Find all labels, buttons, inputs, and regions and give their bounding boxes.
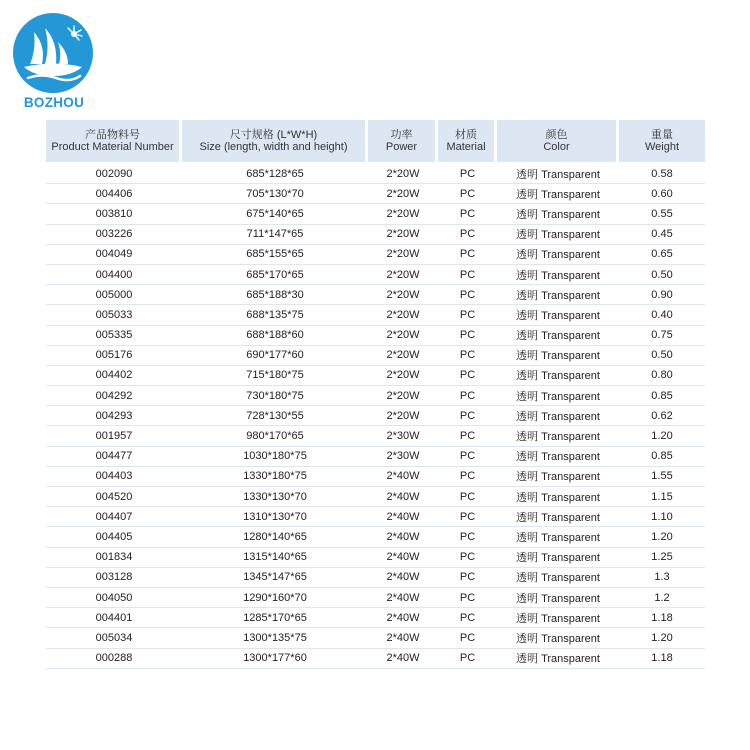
cell-material: PC <box>438 487 497 507</box>
table-row <box>46 406 705 426</box>
cell-weight: 0.80 <box>619 366 705 386</box>
table-row <box>46 305 705 325</box>
cell-weight: 1.18 <box>619 649 705 669</box>
cell-size: 688*188*60 <box>182 326 368 346</box>
cell-power: 2*20W <box>368 265 438 285</box>
cell-weight: 0.62 <box>619 406 705 426</box>
cell-power: 2*30W <box>368 426 438 446</box>
cell-material: PC <box>438 285 497 305</box>
cell-material-number: 004050 <box>46 588 182 608</box>
header-label-en: Size (length, width and height) <box>199 141 348 153</box>
cell-weight: 0.58 <box>619 162 705 184</box>
sailboat-sun-logo-icon <box>12 12 94 94</box>
cell-material-number: 004402 <box>46 366 182 386</box>
cell-weight: 1.18 <box>619 608 705 628</box>
cell-size: 675*140*65 <box>182 204 368 224</box>
cell-size: 730*180*75 <box>182 386 368 406</box>
header-weight <box>619 120 705 162</box>
cell-size: 1030*180*75 <box>182 447 368 467</box>
cell-color: 透明 Transparent <box>497 184 619 204</box>
cell-size: 711*147*65 <box>182 225 368 245</box>
cell-power: 2*40W <box>368 568 438 588</box>
table-row <box>46 162 705 184</box>
cell-color: 透明 Transparent <box>497 447 619 467</box>
cell-material-number: 005034 <box>46 628 182 648</box>
cell-power: 2*40W <box>368 487 438 507</box>
header-label-en: Power <box>385 141 418 153</box>
cell-power: 2*40W <box>368 588 438 608</box>
table-row <box>46 608 705 628</box>
cell-weight: 1.15 <box>619 487 705 507</box>
cell-weight: 0.55 <box>619 204 705 224</box>
cell-color: 透明 Transparent <box>497 426 619 446</box>
cell-color: 透明 Transparent <box>497 225 619 245</box>
header-color <box>497 120 619 162</box>
header-label-zh: 功率 <box>390 128 413 141</box>
table-row <box>46 265 705 285</box>
cell-material-number: 004406 <box>46 184 182 204</box>
cell-material: PC <box>438 447 497 467</box>
cell-color: 透明 Transparent <box>497 366 619 386</box>
cell-weight: 1.55 <box>619 467 705 487</box>
cell-size: 1310*130*70 <box>182 507 368 527</box>
cell-color: 透明 Transparent <box>497 588 619 608</box>
cell-size: 1330*180*75 <box>182 467 368 487</box>
cell-material: PC <box>438 527 497 547</box>
cell-power: 2*40W <box>368 608 438 628</box>
cell-size: 705*130*70 <box>182 184 368 204</box>
header-label-zh: 尺寸规格 (L*W*H) <box>229 128 318 141</box>
cell-material-number: 003810 <box>46 204 182 224</box>
table-row <box>46 527 705 547</box>
cell-weight: 1.2 <box>619 588 705 608</box>
cell-power: 2*40W <box>368 527 438 547</box>
table-row <box>46 426 705 446</box>
header-label-zh: 颜色 <box>545 128 568 141</box>
brand-name: BOZHOU <box>23 95 85 110</box>
cell-power: 2*20W <box>368 245 438 265</box>
cell-size: 685*155*65 <box>182 245 368 265</box>
table-row <box>46 628 705 648</box>
cell-power: 2*20W <box>368 386 438 406</box>
cell-weight: 0.85 <box>619 386 705 406</box>
cell-color: 透明 Transparent <box>497 346 619 366</box>
table-row <box>46 649 705 669</box>
cell-material-number: 004292 <box>46 386 182 406</box>
cell-color: 透明 Transparent <box>497 568 619 588</box>
cell-weight: 0.45 <box>619 225 705 245</box>
cell-weight: 0.40 <box>619 305 705 325</box>
cell-color: 透明 Transparent <box>497 204 619 224</box>
product-spec-table <box>46 120 705 669</box>
table-row <box>46 487 705 507</box>
cell-power: 2*20W <box>368 225 438 245</box>
header-label-zh: 材质 <box>455 128 477 141</box>
cell-size: 1300*135*75 <box>182 628 368 648</box>
table-row <box>46 184 705 204</box>
cell-material: PC <box>438 162 497 184</box>
cell-weight: 0.65 <box>619 245 705 265</box>
cell-size: 1300*177*60 <box>182 649 368 669</box>
cell-material-number: 005176 <box>46 346 182 366</box>
cell-power: 2*20W <box>368 285 438 305</box>
header-label-en: Weight <box>644 141 680 153</box>
cell-material-number: 005335 <box>46 326 182 346</box>
cell-material-number: 004477 <box>46 447 182 467</box>
table-row <box>46 326 705 346</box>
cell-size: 1280*140*65 <box>182 527 368 547</box>
table-row <box>46 346 705 366</box>
header-label-zh: 产品物料号 <box>85 128 140 141</box>
cell-power: 2*40W <box>368 507 438 527</box>
cell-size: 1290*160*70 <box>182 588 368 608</box>
cell-power: 2*20W <box>368 305 438 325</box>
cell-material: PC <box>438 426 497 446</box>
cell-size: 688*135*75 <box>182 305 368 325</box>
cell-power: 2*40W <box>368 467 438 487</box>
cell-color: 透明 Transparent <box>497 265 619 285</box>
cell-material-number: 004401 <box>46 608 182 628</box>
cell-material: PC <box>438 548 497 568</box>
cell-size: 980*170*65 <box>182 426 368 446</box>
header-label-en: Material <box>446 141 486 153</box>
header-power <box>368 120 438 162</box>
cell-size: 715*180*75 <box>182 366 368 386</box>
table-body <box>46 162 705 669</box>
cell-material-number: 001957 <box>46 426 182 446</box>
cell-color: 透明 Transparent <box>497 162 619 184</box>
cell-weight: 1.10 <box>619 507 705 527</box>
table-header <box>46 120 705 162</box>
cell-material: PC <box>438 386 497 406</box>
cell-material: PC <box>438 326 497 346</box>
cell-material-number: 005033 <box>46 305 182 325</box>
cell-weight: 0.50 <box>619 346 705 366</box>
header-material-number <box>46 120 182 162</box>
cell-material: PC <box>438 225 497 245</box>
table-row <box>46 225 705 245</box>
cell-material: PC <box>438 245 497 265</box>
cell-material: PC <box>438 507 497 527</box>
table-row <box>46 447 705 467</box>
cell-color: 透明 Transparent <box>497 608 619 628</box>
header-label-en: Product Material Number <box>51 141 174 153</box>
table-row <box>46 568 705 588</box>
cell-material-number: 002090 <box>46 162 182 184</box>
cell-weight: 1.25 <box>619 548 705 568</box>
cell-material: PC <box>438 184 497 204</box>
table-row <box>46 204 705 224</box>
cell-material-number: 005000 <box>46 285 182 305</box>
cell-weight: 1.20 <box>619 426 705 446</box>
cell-power: 2*20W <box>368 406 438 426</box>
cell-material-number: 004520 <box>46 487 182 507</box>
cell-size: 685*128*65 <box>182 162 368 184</box>
cell-material-number: 004293 <box>46 406 182 426</box>
cell-color: 透明 Transparent <box>497 649 619 669</box>
cell-weight: 0.50 <box>619 265 705 285</box>
cell-color: 透明 Transparent <box>497 628 619 648</box>
cell-color: 透明 Transparent <box>497 386 619 406</box>
cell-material: PC <box>438 568 497 588</box>
table-row <box>46 467 705 487</box>
table-row <box>46 386 705 406</box>
header-size <box>182 120 368 162</box>
cell-material: PC <box>438 305 497 325</box>
cell-weight: 0.60 <box>619 184 705 204</box>
cell-power: 2*20W <box>368 184 438 204</box>
cell-material: PC <box>438 628 497 648</box>
table-row <box>46 507 705 527</box>
table-row <box>46 245 705 265</box>
cell-color: 透明 Transparent <box>497 487 619 507</box>
cell-power: 2*40W <box>368 548 438 568</box>
cell-power: 2*20W <box>368 366 438 386</box>
cell-color: 透明 Transparent <box>497 467 619 487</box>
cell-color: 透明 Transparent <box>497 527 619 547</box>
cell-color: 透明 Transparent <box>497 285 619 305</box>
cell-material: PC <box>438 467 497 487</box>
cell-power: 2*20W <box>368 346 438 366</box>
cell-size: 685*188*30 <box>182 285 368 305</box>
cell-power: 2*40W <box>368 649 438 669</box>
cell-material-number: 003128 <box>46 568 182 588</box>
cell-size: 685*170*65 <box>182 265 368 285</box>
cell-material: PC <box>438 608 497 628</box>
table-row <box>46 548 705 568</box>
cell-material: PC <box>438 649 497 669</box>
cell-color: 透明 Transparent <box>497 305 619 325</box>
table-row <box>46 366 705 386</box>
cell-color: 透明 Transparent <box>497 406 619 426</box>
cell-material-number: 004407 <box>46 507 182 527</box>
cell-color: 透明 Transparent <box>497 548 619 568</box>
cell-weight: 1.3 <box>619 568 705 588</box>
cell-material: PC <box>438 346 497 366</box>
cell-power: 2*30W <box>368 447 438 467</box>
cell-weight: 0.90 <box>619 285 705 305</box>
cell-material: PC <box>438 588 497 608</box>
cell-color: 透明 Transparent <box>497 245 619 265</box>
cell-power: 2*40W <box>368 628 438 648</box>
table-row <box>46 588 705 608</box>
cell-size: 1285*170*65 <box>182 608 368 628</box>
cell-material: PC <box>438 265 497 285</box>
cell-material: PC <box>438 406 497 426</box>
cell-material-number: 003226 <box>46 225 182 245</box>
table-header-row <box>46 120 705 162</box>
cell-material-number: 004405 <box>46 527 182 547</box>
cell-size: 1330*130*70 <box>182 487 368 507</box>
cell-weight: 1.20 <box>619 527 705 547</box>
cell-material: PC <box>438 366 497 386</box>
cell-material: PC <box>438 204 497 224</box>
cell-material-number: 004400 <box>46 265 182 285</box>
header-label-en: Color <box>543 141 570 153</box>
header-material <box>438 120 497 162</box>
cell-color: 透明 Transparent <box>497 326 619 346</box>
cell-material-number: 001834 <box>46 548 182 568</box>
cell-weight: 0.75 <box>619 326 705 346</box>
cell-material-number: 004403 <box>46 467 182 487</box>
cell-material-number: 004049 <box>46 245 182 265</box>
cell-weight: 0.85 <box>619 447 705 467</box>
table-row <box>46 285 705 305</box>
cell-weight: 1.20 <box>619 628 705 648</box>
header-label-zh: 重量 <box>651 128 673 141</box>
cell-power: 2*20W <box>368 162 438 184</box>
cell-material-number: 000288 <box>46 649 182 669</box>
cell-size: 690*177*60 <box>182 346 368 366</box>
cell-size: 728*130*55 <box>182 406 368 426</box>
cell-color: 透明 Transparent <box>497 507 619 527</box>
cell-power: 2*20W <box>368 204 438 224</box>
cell-size: 1315*140*65 <box>182 548 368 568</box>
cell-power: 2*20W <box>368 326 438 346</box>
cell-size: 1345*147*65 <box>182 568 368 588</box>
